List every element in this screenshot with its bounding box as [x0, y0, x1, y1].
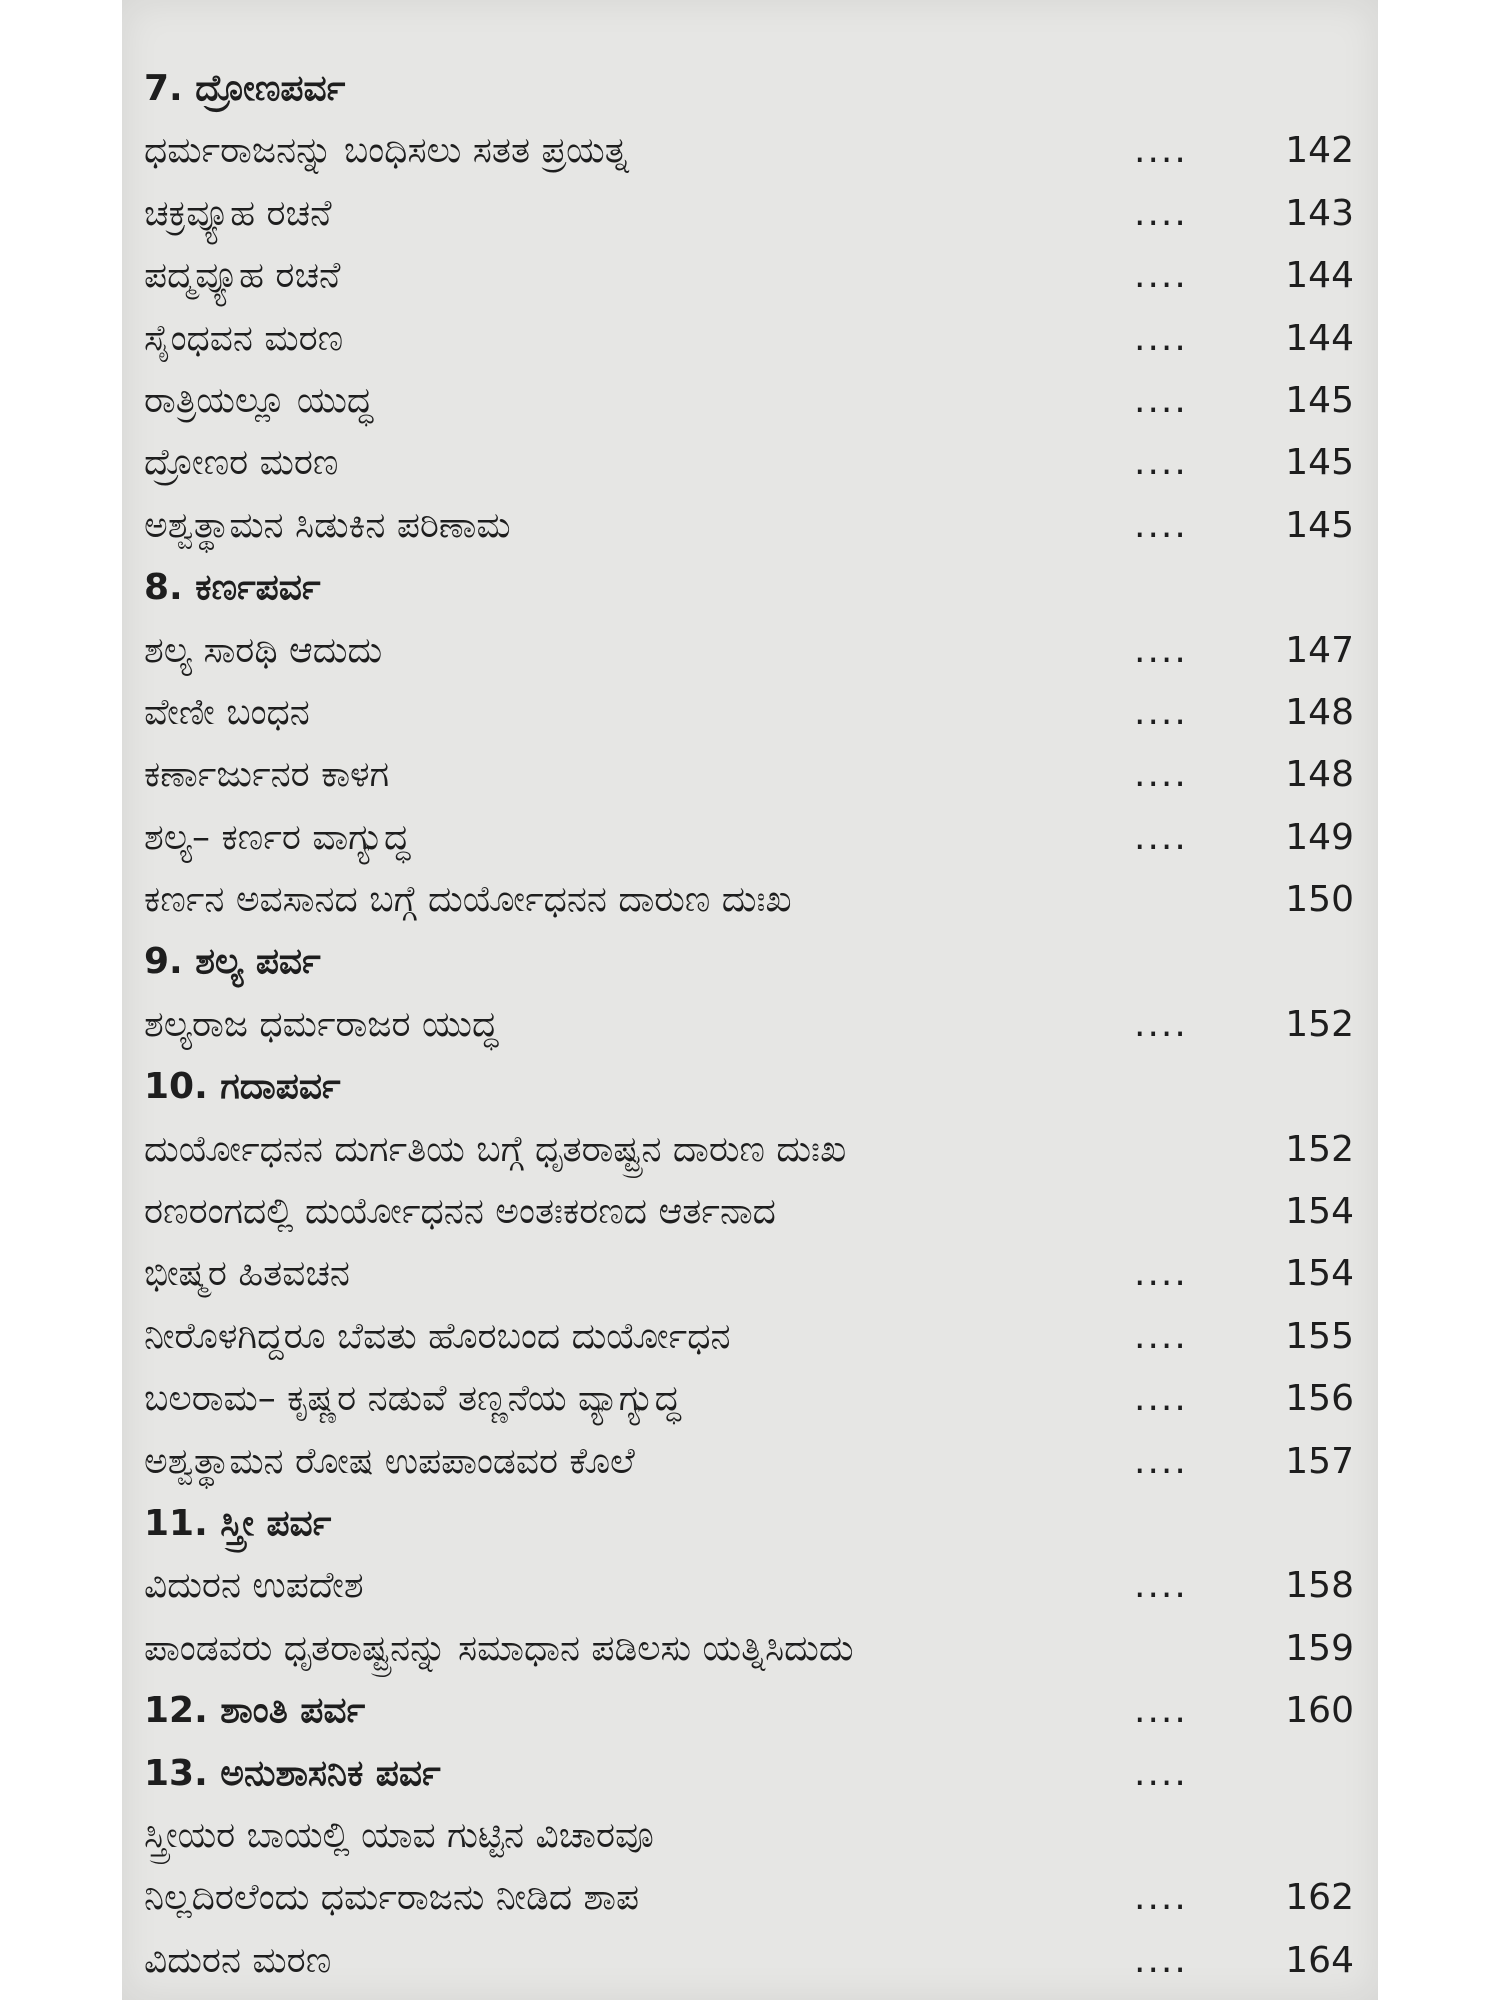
toc-entry — [144, 1243, 1354, 1305]
leader-dots: .... — [1134, 1565, 1188, 1607]
toc-section-heading — [144, 1680, 1354, 1742]
entry-title: ಸೈಂಧವನ ಮರಣ — [144, 317, 344, 359]
page-number: 142 — [1285, 130, 1354, 172]
entry-title: ರಾತ್ರಿಯಲ್ಲೂ ಯುದ್ಧ — [144, 379, 374, 421]
entry-title: ಅಶ್ವತ್ಥಾಮನ ಸಿಡುಕಿನ ಪರಿಣಾಮ — [144, 504, 511, 546]
entry-title: ಬಲರಾಮ– ಕೃಷ್ಣರ ನಡುವೆ ತಣ್ಣನೆಯ ವ್ಯಾಗ್ಯುದ್ಧ — [144, 1378, 681, 1420]
toc-entry — [144, 183, 1354, 245]
leader-dots: .... — [1134, 629, 1188, 671]
entry-title: ನೀರೊಳಗಿದ್ದರೂ ಬೆವತು ಹೊರಬಂದ ದುರ್ಯೋಧನ — [144, 1315, 731, 1357]
page-number: 147 — [1285, 629, 1354, 671]
toc-entry — [144, 308, 1354, 370]
leader-dots: .... — [1134, 1315, 1188, 1357]
page-number: 149 — [1285, 816, 1354, 858]
entry-title: ರಣರಂಗದಲ್ಲಿ ದುರ್ಯೋಧನನ ಅಂತಃಕರಣದ ಆರ್ತನಾದ — [144, 1191, 776, 1233]
toc-section-heading — [144, 1493, 1354, 1555]
section-title: 13. ಅನುಶಾಸನಿಕ ಪರ್ವ — [144, 1752, 441, 1794]
entry-title: ಧರ್ಮರಾಜನನ್ನು ಬಂಧಿಸಲು ಸತತ ಪ್ರಯತ್ನ — [144, 130, 629, 172]
page-number: 154 — [1285, 1253, 1354, 1295]
page-number: 157 — [1285, 1440, 1354, 1482]
toc-entry — [144, 869, 1354, 931]
entry-title: ದುರ್ಯೋಧನನ ದುರ್ಗತಿಯ ಬಗ್ಗೆ ಧೃತರಾಷ್ಟ್ರನ ದಾರುಣ ದುಃಖ — [144, 1128, 847, 1170]
toc-entry — [144, 1431, 1354, 1493]
entry-title: ಭೀಷ್ಮರ ಹಿತವಚನ — [144, 1253, 350, 1295]
book-page — [122, 0, 1378, 2000]
section-title: 7. ದ್ರೋಣಪರ್ವ — [144, 68, 346, 109]
entry-title: ಪಾಂಡವರು ಧೃತರಾಷ್ಟ್ರನನ್ನು ಸಮಾಧಾನ ಪಡಿಲಸು ಯತ್ನಿಸಿದುದು — [144, 1627, 854, 1669]
leader-dots: .... — [1134, 317, 1188, 359]
entry-title: ಚಕ್ರವ್ಯೂಹ ರಚನೆ — [144, 192, 332, 234]
entry-title: ಪದ್ಮವ್ಯೂಹ ರಚನೆ — [144, 255, 341, 297]
page-number: 152 — [1285, 1003, 1354, 1045]
leader-dots: .... — [1134, 504, 1188, 546]
page-number: 150 — [1285, 879, 1354, 921]
page-number: 164 — [1285, 1939, 1354, 1981]
toc-entry — [144, 1555, 1354, 1617]
toc-entry — [144, 807, 1354, 869]
entry-title: ಕರ್ಣಾರ್ಜುನರ ಕಾಳಗ — [144, 754, 390, 796]
section-title: 12. ಶಾಂತಿ ಪರ್ವ — [144, 1690, 366, 1732]
leader-dots: .... — [1134, 130, 1188, 172]
entry-title: ಶಲ್ಯರಾಜ ಧರ್ಮರಾಜರ ಯುದ್ಧ — [144, 1003, 499, 1045]
page-number: 143 — [1285, 192, 1354, 234]
section-title: 8. ಕರ್ಣಪರ್ವ — [144, 567, 321, 609]
section-title: 9. ಶಲ್ಯ ಪರ್ವ — [144, 941, 321, 983]
leader-dots: .... — [1134, 1877, 1188, 1919]
entry-title: ದ್ರೋಣರ ಮರಣ — [144, 442, 339, 484]
entry-title: ಶಲ್ಯ ಸಾರಥಿ ಆದುದು — [144, 629, 383, 671]
toc-entry — [144, 1930, 1354, 1992]
page-number: 155 — [1285, 1315, 1354, 1357]
page-number: 158 — [1285, 1565, 1354, 1607]
leader-dots: .... — [1134, 754, 1188, 796]
toc-entry — [144, 495, 1354, 557]
entry-title: ಅಶ್ವತ್ಥಾಮನ ರೋಷ ಉಪಪಾಂಡವರ ಕೊಲೆ — [144, 1440, 635, 1482]
toc-entry — [144, 370, 1354, 432]
table-of-contents — [144, 58, 1354, 1992]
page-number: 162 — [1285, 1877, 1354, 1919]
page-number: 145 — [1285, 504, 1354, 546]
entry-title: ವಿದುರನ ಮರಣ — [144, 1939, 332, 1981]
entry-title: ವೇಣೀ ಬಂಧನ — [144, 691, 310, 733]
toc-entry — [144, 1119, 1354, 1181]
leader-dots: .... — [1134, 192, 1188, 234]
toc-entry — [144, 744, 1354, 806]
page-number: 156 — [1285, 1378, 1354, 1420]
leader-dots: .... — [1134, 1440, 1188, 1482]
toc-section-heading — [144, 557, 1354, 619]
page-number: 159 — [1285, 1627, 1354, 1669]
page-number: 145 — [1285, 442, 1354, 484]
entry-title: ಶಲ್ಯ– ಕರ್ಣರ ವಾಗ್ಯುದ್ಧ — [144, 816, 411, 858]
toc-entry — [144, 1181, 1354, 1243]
entry-title: ಸ್ತ್ರೀಯರ ಬಾಯಲ್ಲಿ ಯಾವ ಗುಟ್ಟಿನ ವಿಚಾರವೂ — [144, 1814, 654, 1856]
leader-dots: .... — [1134, 1378, 1188, 1420]
toc-section-heading — [144, 1056, 1354, 1118]
leader-dots: .... — [1134, 1690, 1188, 1732]
toc-section-heading — [144, 1743, 1354, 1805]
entry-title: ವಿದುರನ ಉಪದೇಶ — [144, 1565, 364, 1607]
section-title: 11. ಸ್ತ್ರೀ ಪರ್ವ — [144, 1502, 332, 1544]
toc-entry — [144, 682, 1354, 744]
toc-entry — [144, 1805, 1354, 1867]
toc-entry — [144, 1306, 1354, 1368]
toc-entry — [144, 994, 1354, 1056]
leader-dots: .... — [1134, 379, 1188, 421]
leader-dots: .... — [1134, 816, 1188, 858]
entry-title: ಕರ್ಣನ ಅವಸಾನದ ಬಗ್ಗೆ ದುರ್ಯೋಧನನ ದಾರುಣ ದುಃಖ — [144, 879, 792, 921]
toc-entry — [144, 120, 1354, 182]
page-number: 144 — [1285, 317, 1354, 359]
toc-entry — [144, 1618, 1354, 1680]
toc-section-heading — [144, 931, 1354, 993]
leader-dots: .... — [1134, 691, 1188, 733]
leader-dots: .... — [1134, 255, 1188, 297]
page-number: 154 — [1285, 1191, 1354, 1233]
toc-entry — [144, 620, 1354, 682]
toc-entry — [144, 245, 1354, 307]
leader-dots: .... — [1134, 1003, 1188, 1045]
page-number: 144 — [1285, 255, 1354, 297]
page-number: 148 — [1285, 691, 1354, 733]
page-number: 145 — [1285, 379, 1354, 421]
entry-title: ನಿಲ್ಲದಿರಲೆಂದು ಧರ್ಮರಾಜನು ನೀಡಿದ ಶಾಪ — [144, 1877, 640, 1919]
page-number: 160 — [1285, 1690, 1354, 1732]
toc-section-heading — [144, 58, 1354, 120]
section-title: 10. ಗದಾಪರ್ವ — [144, 1066, 341, 1108]
toc-entry — [144, 432, 1354, 494]
page-number: 152 — [1285, 1128, 1354, 1170]
leader-dots: .... — [1134, 442, 1188, 484]
leader-dots: .... — [1134, 1939, 1188, 1981]
leader-dots: .... — [1134, 1253, 1188, 1295]
toc-entry — [144, 1867, 1354, 1929]
leader-dots: .... — [1134, 1752, 1188, 1794]
toc-entry — [144, 1368, 1354, 1430]
page-number: 148 — [1285, 754, 1354, 796]
